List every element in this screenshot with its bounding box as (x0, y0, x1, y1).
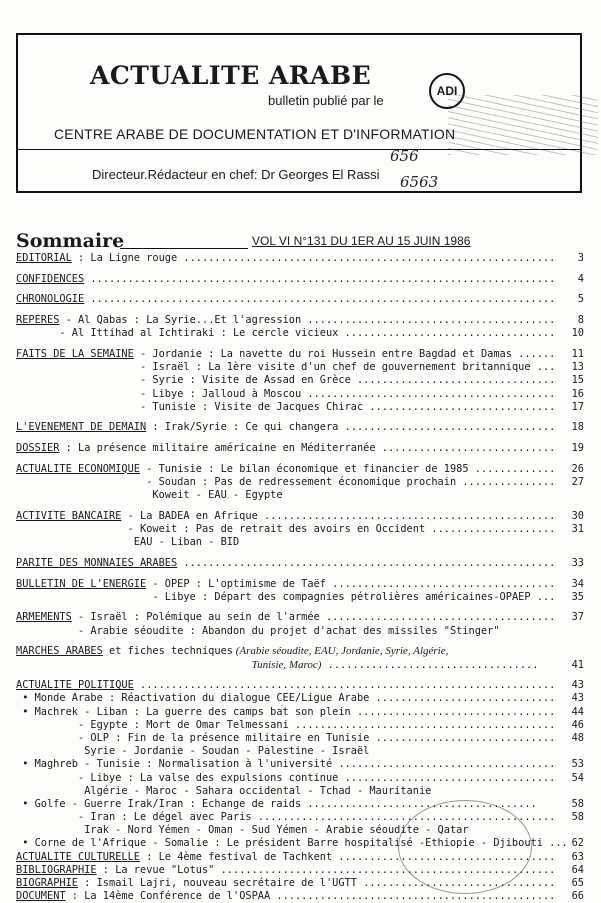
toc-entry-text: - Libye : La valse des expulsions continue .................................. (78, 771, 556, 784)
toc-entry-text: ACTIVITE BANCAIRE - La BADEA en Afrique ............................................... (16, 509, 556, 522)
toc-entry-text: Algérie - Maroc - Sahara occidental - Tchad - Mauritanie (84, 784, 432, 797)
toc-entry (16, 273, 584, 286)
toc-entry (16, 557, 584, 570)
table-of-contents (16, 252, 584, 903)
toc-entry-text: BIOGRAPHIE : Ismail Lajri, nouveau secrétaire de l'UGTT ............................... (16, 877, 556, 889)
toc-entry-text: Tunisie, Maroc) .................................. (251, 658, 539, 671)
toc-entry (16, 591, 584, 604)
toc-page-number: 48 (571, 731, 584, 744)
toc-entry (16, 679, 584, 692)
toc-entry (16, 293, 584, 306)
toc-entry-text: PARITE DES MONNAIES ARABES ............................................................ (16, 556, 556, 569)
toc-entry-text: - Arabie séoudite : Abandon du projet d'achat des missiles "Stinger" (78, 624, 500, 637)
toc-page-number: 65 (571, 877, 584, 889)
toc-page-number: 41 (571, 658, 584, 671)
toc-entry-text: Irak - Nord Yémen - Oman - Sud Yémen - Arabie séoudite - Qatar (84, 824, 469, 837)
toc-entry (16, 463, 584, 476)
toc-entry-text: L'EVENEMENT DE DEMAIN : Irak/Syrie : Ce qui changera .................................. (16, 421, 556, 434)
toc-entry-text: - Egypte : Mort de Omar Telmessani .......................................... (78, 718, 556, 731)
toc-page-number: 4 (577, 272, 584, 285)
toc-entry-text: CHRONOLOGIE ........................................................................... (16, 293, 556, 306)
toc-entry (16, 489, 584, 502)
toc-page-number: 34 (571, 577, 584, 590)
toc-entry (16, 401, 584, 414)
toc-entry (16, 314, 584, 327)
toc-entry-text: Syrie - Jordanie - Soudan - Palestine - Israël (84, 745, 370, 758)
toc-entry-text: DOSSIER : La présence militaire américaine en Méditerranée ............................ (16, 442, 556, 455)
toc-page-number: 17 (571, 400, 584, 413)
masthead-box (16, 33, 582, 193)
toc-entry (16, 719, 584, 732)
toc-entry (16, 348, 584, 361)
toc-page-number: 13 (571, 361, 584, 374)
toc-page-number: 19 (571, 442, 584, 455)
toc-entry-text: - Al Ittihad al Ichtiraki : Le cercle vicieux .................................. (59, 327, 556, 340)
toc-page-number: 27 (571, 475, 584, 488)
toc-entry-text: DOCUMENT : La 14ème Conférence de l'OSPAA ............................................. (16, 890, 556, 903)
toc-entry (16, 785, 584, 798)
sommaire-heading: Sommaire (16, 230, 125, 252)
toc-page-number: 33 (571, 556, 584, 569)
toc-entry-text: MARCHES ARABES et fiches techniques (Arabie séoudite, EAU, Jordanie, Syrie, Algérie, (16, 645, 449, 658)
toc-page-number: 35 (571, 590, 584, 603)
toc-entry-text: ACTUALITE POLITIQUE ................................................................... (16, 679, 556, 692)
toc-entry (16, 645, 584, 658)
toc-page-number: 43 (571, 679, 584, 692)
toc-page-number: 18 (571, 421, 584, 434)
toc-page-number: 58 (571, 811, 584, 824)
toc-entry (16, 510, 584, 523)
toc-entry (16, 252, 584, 265)
toc-entry-text: Koweit - EAU - Egypte (152, 489, 283, 502)
toc-entry-text: - Libye : Départ des compagnies pétrolières américaines-OPAEP ... (152, 590, 556, 603)
handwritten-number-2: 6563 (400, 173, 439, 191)
toc-entry (16, 625, 584, 638)
toc-entry-text: CONFIDENCES ........................................................................... (16, 272, 556, 285)
toc-entry (16, 890, 584, 903)
sommaire-underline (120, 248, 248, 249)
toc-entry-text: • Monde Arabe : Réactivation du dialogue CEE/Ligue Arabe ............................. (22, 692, 556, 705)
adi-logo-icon: ADI (429, 73, 465, 109)
toc-entry-text: REPERES - Al Qabas : La Syrie...Et l'agression ........................................ (16, 314, 556, 327)
toc-entry (16, 536, 584, 549)
publisher-line: bulletin publié par le (268, 93, 384, 108)
toc-page-number: 63 (571, 850, 584, 863)
toc-entry (16, 578, 584, 591)
toc-page-number: 31 (571, 523, 584, 535)
toc-page-number: 53 (571, 758, 584, 771)
arabic-stamp-icon (448, 95, 598, 155)
toc-page-number: 10 (571, 327, 584, 340)
toc-page-number: 37 (571, 611, 584, 624)
toc-entry-text: FAITS DE LA SEMAINE - Jordanie : La navette du roi Hussein entre Bagdad et Damas ...... (16, 347, 556, 360)
toc-entry (16, 706, 584, 719)
toc-entry (16, 659, 584, 672)
toc-entry-text: - Soudan : Pas de redressement économique prochain ............... (146, 475, 556, 488)
toc-entry (16, 421, 584, 434)
toc-entry (16, 732, 584, 745)
toc-entry-text: BULLETIN DE L'ENERGIE - OPEP : L'optimisme de Taëf .................................... (16, 577, 556, 590)
toc-entry-text: - OLP : Fin de la présence militaire en Tunisie ............................. (78, 731, 556, 744)
toc-page-number: 5 (577, 293, 584, 306)
toc-entry (16, 611, 584, 624)
toc-page-number: 64 (571, 863, 584, 876)
toc-entry (16, 745, 584, 758)
toc-page-number: 11 (571, 347, 584, 360)
toc-entry-text: - Libye : Jalloud à Moscou ........................................ (140, 387, 556, 400)
toc-entry (16, 772, 584, 785)
toc-entry-text: • Corne de l'Afrique - Somalie : Le président Barre hospitalisé -Ethiopie - Djibouti ... (22, 837, 568, 850)
toc-page-number: 15 (571, 374, 584, 387)
toc-entry-text: EDITORIAL : La Ligne rouge ............................................................ (16, 252, 556, 264)
toc-page-number: 44 (571, 705, 584, 718)
toc-page-number: 26 (571, 462, 584, 475)
toc-page-number: 46 (571, 718, 584, 731)
toc-entry-text: - Israël : La 1ère visite d'un chef de gouvernement britannique ... (140, 361, 556, 374)
toc-entry-text: - Koweit : Pas de retrait des avoirs en Occident .................... (127, 523, 556, 535)
toc-page-number: 54 (571, 771, 584, 784)
toc-page-number: 8 (577, 314, 584, 327)
toc-entry (16, 361, 584, 374)
toc-page-number: 43 (571, 692, 584, 705)
toc-entry-text: ACTUALITE CULTURELLE : Le 4ème festival de Tachkent ................................... (16, 850, 556, 863)
toc-entry-text: ARMEMENTS - Israël : Polémique au sein de l'armée ..................................... (16, 611, 556, 624)
masthead-divider (18, 149, 580, 150)
toc-entry (16, 523, 584, 536)
toc-entry-text: - Iran : Le dégel avec Paris ................................................ (78, 811, 556, 824)
toc-page-number: 30 (571, 509, 584, 522)
toc-entry-text: - Tunisie : Visite de Jacques Chirac .............................. (140, 400, 556, 413)
toc-entry (16, 692, 584, 705)
toc-entry-text: ACTUALITE ECONOMIQUE - Tunisie : Le bilan économique et financier de 1985 ............. (16, 462, 556, 475)
toc-entry (16, 327, 584, 340)
toc-entry (16, 442, 584, 455)
toc-entry-text: EAU - Liban - BID (133, 536, 240, 549)
circular-stamp-icon (398, 800, 532, 894)
volume-issue-line: VOL VI N°131 DU 1ER AU 15 JUIN 1986 (252, 234, 471, 248)
toc-entry-text: - Syrie : Visite de Assad en Grèce ................................ (140, 374, 556, 387)
director-line: Directeur.Rédacteur en chef: Dr Georges El Rassi (92, 167, 380, 182)
toc-entry (16, 758, 584, 771)
toc-page-number: 16 (571, 387, 584, 400)
toc-entry (16, 388, 584, 401)
centre-name: CENTRE ARABE DE DOCUMENTATION ET D'INFORMATION (54, 126, 456, 142)
toc-page-number: 3 (577, 252, 584, 264)
publication-title: ACTUALITE ARABE (90, 61, 372, 90)
handwritten-number-1: 656 (390, 147, 419, 165)
toc-page-number: 62 (571, 837, 584, 850)
toc-entry (16, 374, 584, 387)
toc-entry-text: • Maghreb - Tunisie : Normalisation à l'université ................................... (22, 758, 556, 771)
toc-page-number: 58 (571, 797, 584, 810)
toc-entry-text: • Golfe - Guerre Irak/Iran : Echange de raids ..................................... (22, 797, 537, 810)
toc-page-number: 66 (571, 890, 584, 903)
toc-entry-text: BIBLIOGRAPHIE : La revue "Lotus" ...................................................... (16, 863, 556, 876)
toc-entry-text: • Machrek - Liban : La guerre des camps bat son plein ................................ (22, 705, 556, 718)
toc-entry (16, 476, 584, 489)
